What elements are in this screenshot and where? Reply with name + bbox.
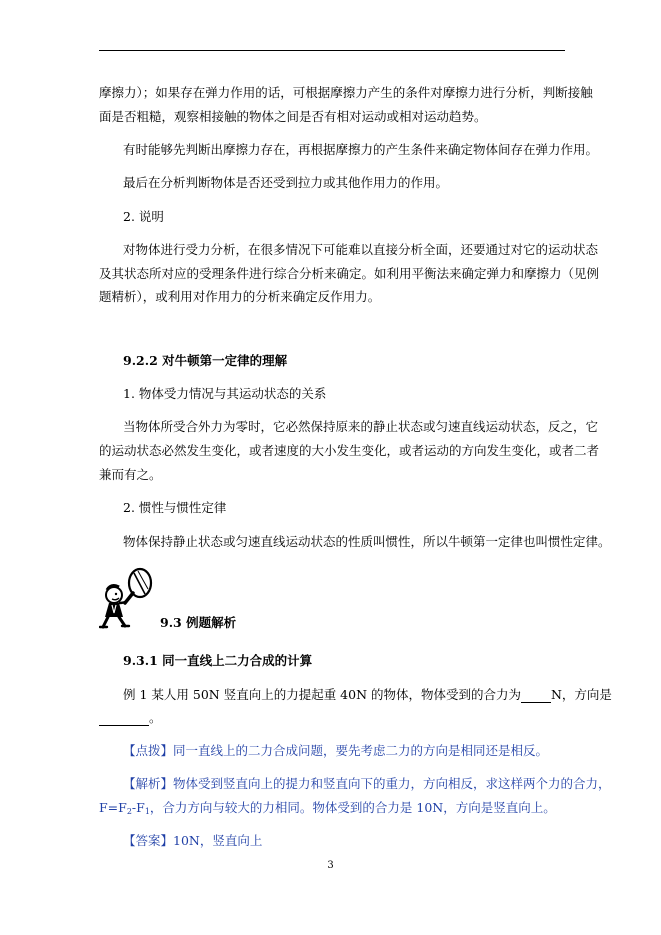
intro-line-4: 最后在分析判断物体是否还受到拉力或其他作用力的作用。 <box>123 175 449 190</box>
section-922-sub1: 1. 物体受力情况与其运动状态的关系 <box>123 386 327 401</box>
answer-blank-1 <box>521 688 551 703</box>
section-922-p1-line2: 的运动状态必然发生变化，或者速度的大小发生变化，或者运动的方向发生变化，或者二者 <box>99 443 600 458</box>
formula-subscript-2: 2 <box>126 807 132 816</box>
analysis-line-1: 【解析】物体受到竖直向上的提力和竖直向下的重力，方向相反，求这样两个力的合力， <box>123 776 611 791</box>
intro-line-1: 摩擦力）；如果存在弹力作用的话，可根据摩擦力产生的条件对摩擦力进行分析，判断接触 <box>99 85 593 100</box>
formula-subscript-1: 1 <box>144 807 150 816</box>
example-1-text: 例 1 某人用 50N 竖直向上的力提起重 40N 的物体，物体受到的合力为 <box>123 687 521 702</box>
section-93-heading: 9.3 例题解析 <box>160 615 237 630</box>
explain-line-2: 及其状态所对应的受理条件进行综合分析来确定。如利用平衡法来确定弹力和摩擦力（见例 <box>99 266 600 281</box>
page-number: 3 <box>327 860 334 871</box>
analysis-line-2 <box>99 801 556 819</box>
example-1-line-1 <box>123 688 612 703</box>
answer-blank-2 <box>99 711 149 726</box>
section-922-p2-line1: 物体保持静止状态或匀速直线运动状态的性质叫惯性，所以牛顿第一定律也叫惯性定律。 <box>123 534 611 549</box>
explain-heading: 2. 说明 <box>123 209 164 224</box>
explain-line-3: 题精析），或利用对作用力的分析来确定反作用力。 <box>99 289 381 304</box>
formula-f: F=F <box>99 800 127 815</box>
answer-line: 【答案】10N，竖直向上 <box>123 833 263 848</box>
formula-minus: -F <box>131 800 145 815</box>
section-922-heading: 9.2.2 对牛顿第一定律的理解 <box>123 353 288 368</box>
example-1-line-2 <box>99 711 162 726</box>
analysis-line-2-text: ，合力方向与较大的力相同。物体受到的合力是 10N，方向是竖直向上。 <box>149 800 556 815</box>
intro-line-2: 面是否粗糙，观察相接触的物体之间是否有相对运动或相对运动趋势。 <box>99 109 487 124</box>
hint-line: 【点拨】同一直线上的二力合成问题，要先考虑二力的方向是相同还是相反。 <box>123 743 549 758</box>
example-1-end: 。 <box>149 710 162 725</box>
section-931-heading: 9.3.1 同一直线上二力合成的计算 <box>123 653 313 668</box>
section-922-p1-line1: 当物体所受合外力为零时，它必然保持原来的静止状态或匀速直线运动状态，反之，它 <box>123 419 599 434</box>
section-922-sub2: 2. 惯性与惯性定律 <box>123 500 227 515</box>
teacher-with-magnifier-illustration <box>99 565 159 629</box>
intro-line-3: 有时能够先判断出摩擦力存在，再根据摩擦力的产生条件来确定物体间存在弹力作用。 <box>123 142 599 157</box>
explain-line-1: 对物体进行受力分析，在很多情况下可能难以直接分析全面，还要通过对它的运动状态 <box>123 242 599 257</box>
header-rule <box>99 50 565 51</box>
section-922-p1-line3: 兼而有之。 <box>99 467 162 482</box>
example-1-unit-text: N，方向是 <box>550 687 612 702</box>
